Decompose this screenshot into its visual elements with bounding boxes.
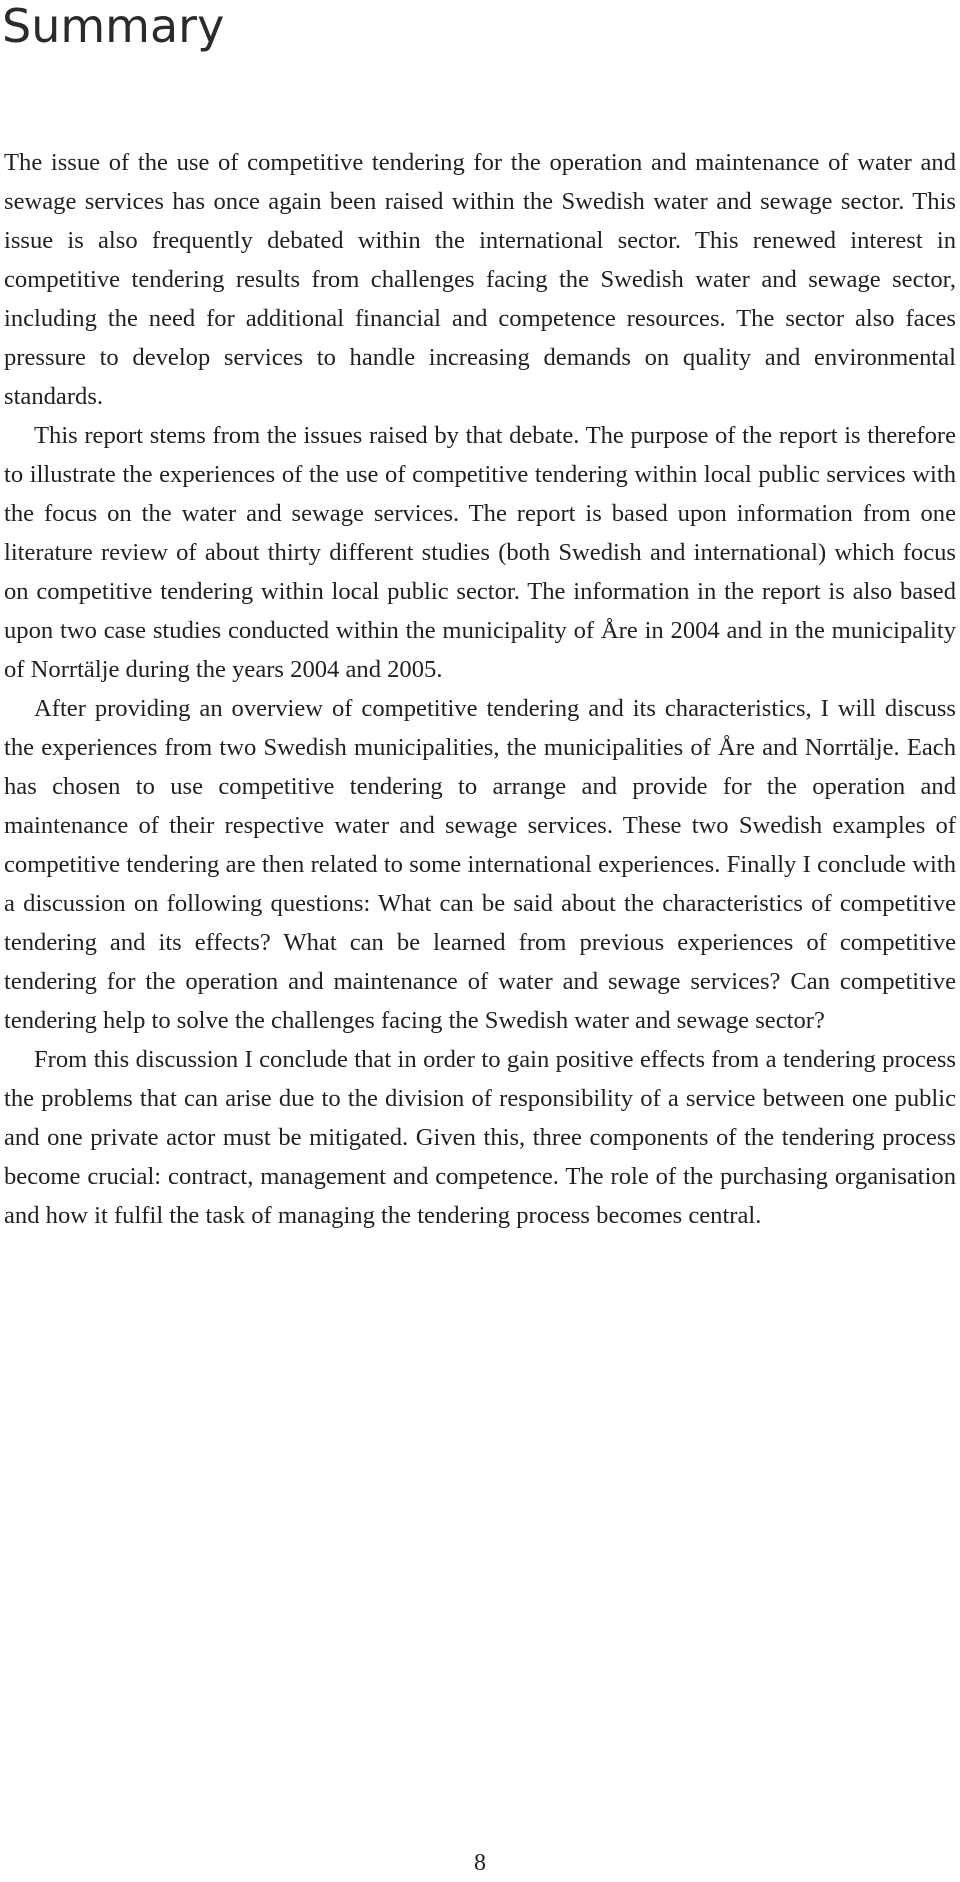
paragraph: From this discussion I conclude that in order to gain positive effects from a tendering process the problems that can arise due to the division of responsibility of a service between one public and one private actor must be mitigated. Given this, three components of the tendering process become crucial: contract, management and competence. The role of the purchasing organisation and how it fulfil the task of managing the tendering process becomes central.: [4, 1046, 956, 1229]
paragraph: After providing an overview of competitive tendering and its characteristics, I will discuss the experiences from two Swedish municipalities, the municipalities of Åre and Norrtälje. Each has chosen to use competitive tendering to arrange and provide for the operation and maintenance of their respective water and sewage services. These two Swedish examples of competitive tendering are then related to some international experiences. Finally I conclude with a discussion on following questions: What can be said about the characteristics of competitive tendering and its effects? What can be learned from previous experiences of competitive tendering for the operation and maintenance of water and sewage services? Can competitive tendering help to solve the challenges facing the Swedish water and sewage sector?: [4, 695, 956, 1034]
page-title: Summary: [2, 0, 225, 53]
summary-body: [4, 143, 956, 1235]
paragraph: This report stems from the issues raised by that debate. The purpose of the report is therefore to illustrate the experiences of the use of competitive tendering within local public services with the focus on the water and sewage services. The report is based upon information from one literature review of about thirty different studies (both Swedish and international) which focus on competitive tendering within local public sector. The information in the report is also based upon two case studies conducted within the municipality of Åre in 2004 and in the municipality of Norrtälje during the years 2004 and 2005.: [4, 422, 956, 683]
page-number: 8: [474, 1850, 486, 1876]
paragraph: The issue of the use of competitive tendering for the operation and maintenance of water and sewage services has once again been raised within the Swedish water and sewage sector. This issue is also frequently debated within the international sector. This renewed interest in competitive tendering results from challenges facing the Swedish water and sewage sector, including the need for additional financial and competence resources. The sector also faces pressure to develop services to handle increasing demands on quality and environmental standards.: [4, 149, 956, 410]
